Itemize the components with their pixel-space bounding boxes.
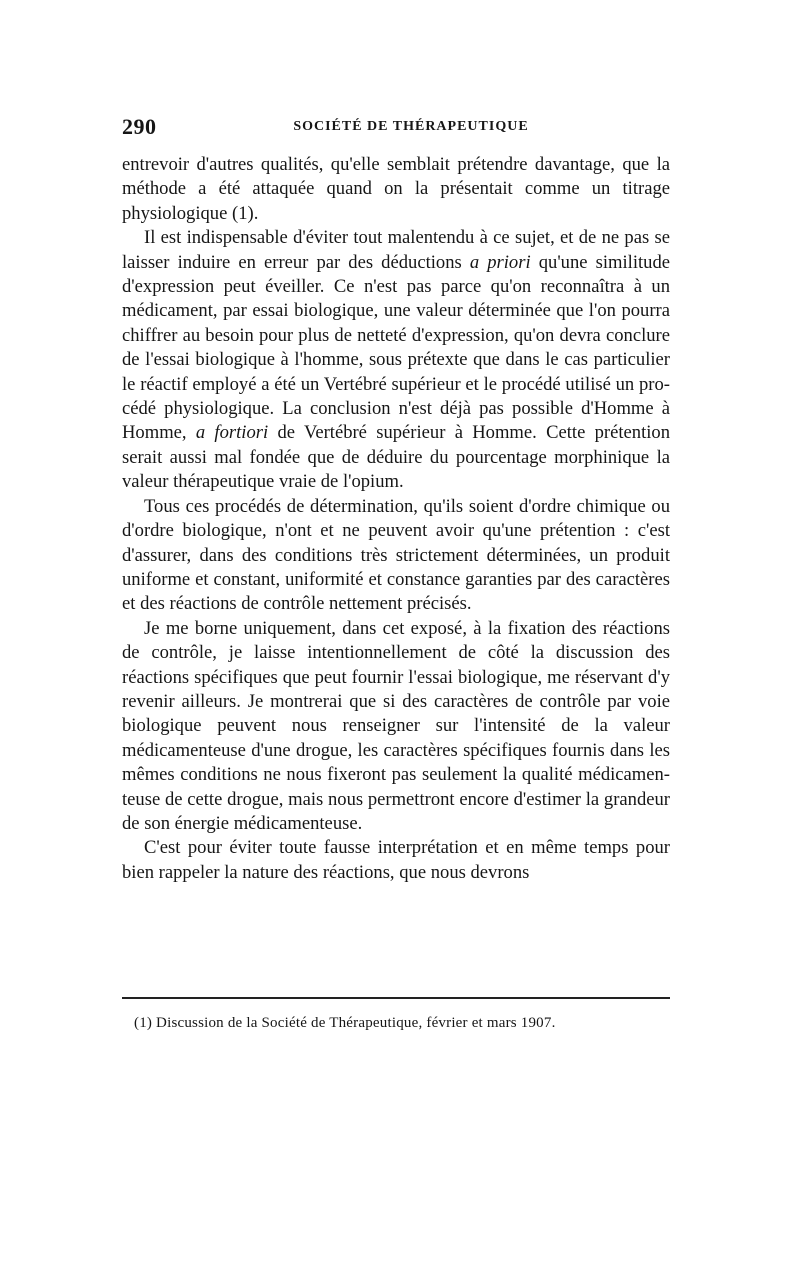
text-run: Je me borne uniquement, dans cet exposé, à la fixation des réactions de contrôle, je laisse intentionnellement de côté la discussion des réactions spécifiques que peut fournir l'essai biologique, me réservant d'y revenir ailleurs. Je montrerai que si des caractères de contrôle par voie biologique peuvent nous renseigner sur l'intensité de la valeur médicamenteuse d'une drogue, les caractères spécifiques fournis dans les mêmes conditions ne nous fixeront pas seulement la qualité médicamenteuse de cette drogue, mais nous permettront encore d'estimer la grandeur de son énergie médicamenteuse. xyxy=(122,617,670,834)
paragraph xyxy=(122,153,670,226)
paragraph xyxy=(122,226,670,494)
italic-phrase: a fortiori xyxy=(195,422,269,444)
text-run: Tous ces procédés de détermination, qu'ils soient d'ordre chimique ou d'ordre biologique, n'ont et ne peuvent avoir qu'une prétention : c'est d'assurer, dans des conditions très strictement déterminées, un produit uniforme et constant, uniformité et constance garanties par des caractères et des réactions de contrôle nettement précisés. xyxy=(122,495,670,615)
text-run: de Vertébré supérieur à Homme. Cette prétention serait aussi mal fondée que de déduire du pourcentage morphinique la valeur thérapeutique vraie de l'opium. xyxy=(122,422,670,493)
paragraph xyxy=(122,836,670,885)
footnote-rule xyxy=(122,997,670,999)
page-header xyxy=(122,114,670,140)
text-run: Il est indispensable d'éviter tout malentendu à ce sujet, et de ne pas se laisser induire en erreur par des déductions xyxy=(122,227,670,273)
page-number: 290 xyxy=(122,114,157,139)
paragraph xyxy=(122,495,670,617)
text-run: qu'une similitude d'expression peut éveiller. Ce n'est pas parce qu'on reconnaîtra à un médicament, par essai biologique, une valeur déterminée que l'on pourra chiffrer au besoin pour plus de netteté d'expression, qu'on devra conclure de l'essai biologique à l'homme, sous prétexte que dans le cas particulier le réactif employé a été un Vertébré supérieur et le procédé utilisé un procédé physiologique. La conclusion n'est déjà pas possible d'Homme à Homme, xyxy=(122,251,670,444)
running-title: SOCIÉTÉ DE THÉRAPEUTIQUE xyxy=(293,119,529,134)
paragraph xyxy=(122,617,670,837)
italic-phrase: a priori xyxy=(469,251,531,273)
body-text xyxy=(122,153,670,885)
text-run: entrevoir d'autres qualités, qu'elle semblait prétendre davantage, que la méthode a été attaquée quand on la présentait comme un titrage physiologique (1). xyxy=(122,154,670,224)
footnote: (1) Discussion de la Société de Thérapeutique, février et mars 1907. xyxy=(134,1015,556,1031)
text-run: C'est pour éviter toute fausse interprétation et en même temps pour bien rappeler la nature des réactions, que nous devrons xyxy=(122,837,670,883)
